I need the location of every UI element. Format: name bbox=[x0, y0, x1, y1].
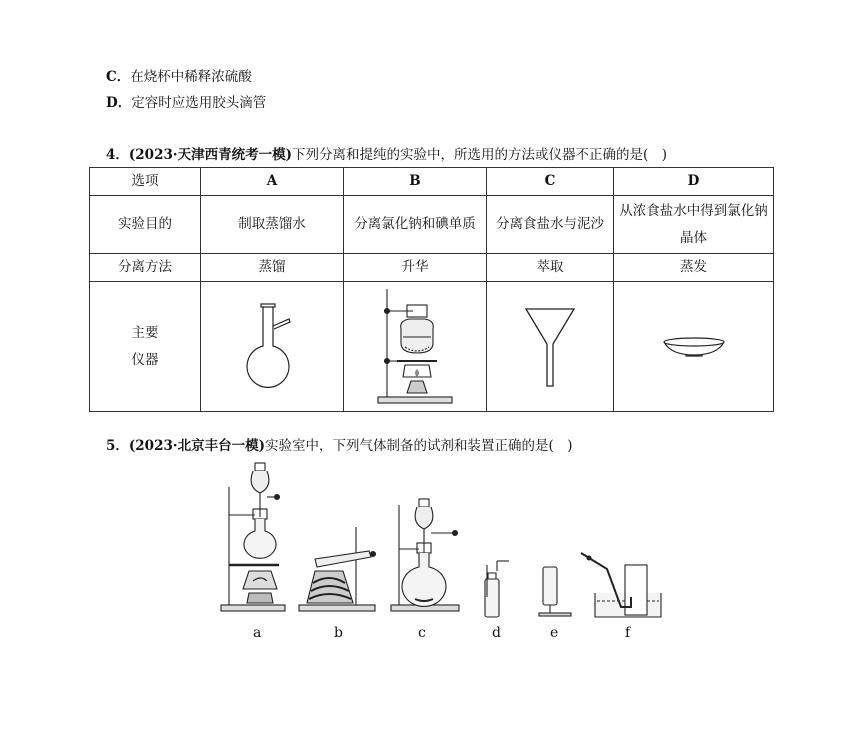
purpose-cell: 分离食盐水与泥沙 bbox=[487, 196, 614, 254]
q5-number: 5． bbox=[106, 438, 129, 454]
q4-number: 4． bbox=[106, 147, 129, 163]
apparatus-e-icon bbox=[539, 567, 571, 616]
row-label: 实验目的 bbox=[90, 196, 201, 254]
funnel-icon bbox=[523, 306, 577, 388]
q4-source: (2023·天津西青统考一模) bbox=[128, 147, 292, 163]
method-cell: 萃取 bbox=[487, 254, 614, 282]
q5-source: (2023·北京丰台一模) bbox=[128, 438, 265, 454]
instrument-cell bbox=[614, 282, 774, 412]
method-cell: 升华 bbox=[344, 254, 487, 282]
method-cell: 蒸发 bbox=[614, 254, 774, 282]
figure-label-a: a bbox=[253, 625, 262, 641]
purpose-cell: 制取蒸馏水 bbox=[201, 196, 344, 254]
row-label: 主要 仪器 bbox=[90, 282, 201, 412]
header-cell: C bbox=[487, 168, 614, 196]
option-d bbox=[106, 91, 266, 111]
instrument-cell bbox=[487, 282, 614, 412]
q4-header-row bbox=[90, 168, 774, 196]
purpose-cell bbox=[614, 196, 774, 254]
option-d-text: 定容时应选用胶头滴管 bbox=[131, 95, 267, 111]
figure-label-d: d bbox=[492, 625, 501, 641]
apparatus-c-icon bbox=[391, 499, 459, 611]
figure-label-f: f bbox=[625, 625, 631, 641]
sublimation-apparatus-icon bbox=[375, 285, 455, 409]
header-cell: 选项 bbox=[90, 168, 201, 196]
evaporating-dish-icon bbox=[661, 334, 727, 360]
header-cell: A bbox=[201, 168, 344, 196]
q4-purpose-row bbox=[90, 196, 774, 254]
apparatus-d-icon bbox=[485, 561, 509, 617]
option-c-letter: C． bbox=[106, 69, 131, 85]
figure-label-b: b bbox=[334, 625, 343, 641]
header-cell: D bbox=[614, 168, 774, 196]
option-c-text: 在烧杯中稀释浓硫酸 bbox=[130, 69, 252, 85]
apparatus-f-icon bbox=[581, 553, 661, 617]
gas-preparation-apparatus-figure bbox=[219, 457, 663, 642]
q4-method-row bbox=[90, 254, 774, 282]
q4-instrument-row bbox=[90, 282, 774, 412]
header-cell: B bbox=[344, 168, 487, 196]
option-d-letter: D． bbox=[106, 95, 132, 111]
q5-text: 实验室中，下列气体制备的试剂和装置正确的是( ) bbox=[264, 438, 573, 454]
q5-stem bbox=[106, 434, 573, 454]
method-cell: 蒸馏 bbox=[201, 254, 344, 282]
purpose-cell-text: 从浓食盐水中得到氯化钠晶体 bbox=[619, 202, 768, 246]
row-label: 分离方法 bbox=[90, 254, 201, 282]
figure-label-e: e bbox=[550, 625, 559, 641]
instrument-cell bbox=[201, 282, 344, 412]
q4-stem bbox=[106, 143, 667, 163]
q4-table bbox=[89, 167, 774, 412]
q4-text: 下列分离和提纯的实验中，所选用的方法或仪器不正确的是( ) bbox=[291, 147, 668, 163]
instrument-cell bbox=[344, 282, 487, 412]
apparatus-b-icon bbox=[299, 527, 376, 611]
apparatus-a-icon bbox=[221, 463, 285, 611]
figure-label-c: c bbox=[418, 625, 426, 641]
purpose-cell: 分离氯化钠和碘单质 bbox=[344, 196, 487, 254]
option-c bbox=[106, 65, 252, 85]
distillation-flask-icon bbox=[237, 302, 307, 392]
